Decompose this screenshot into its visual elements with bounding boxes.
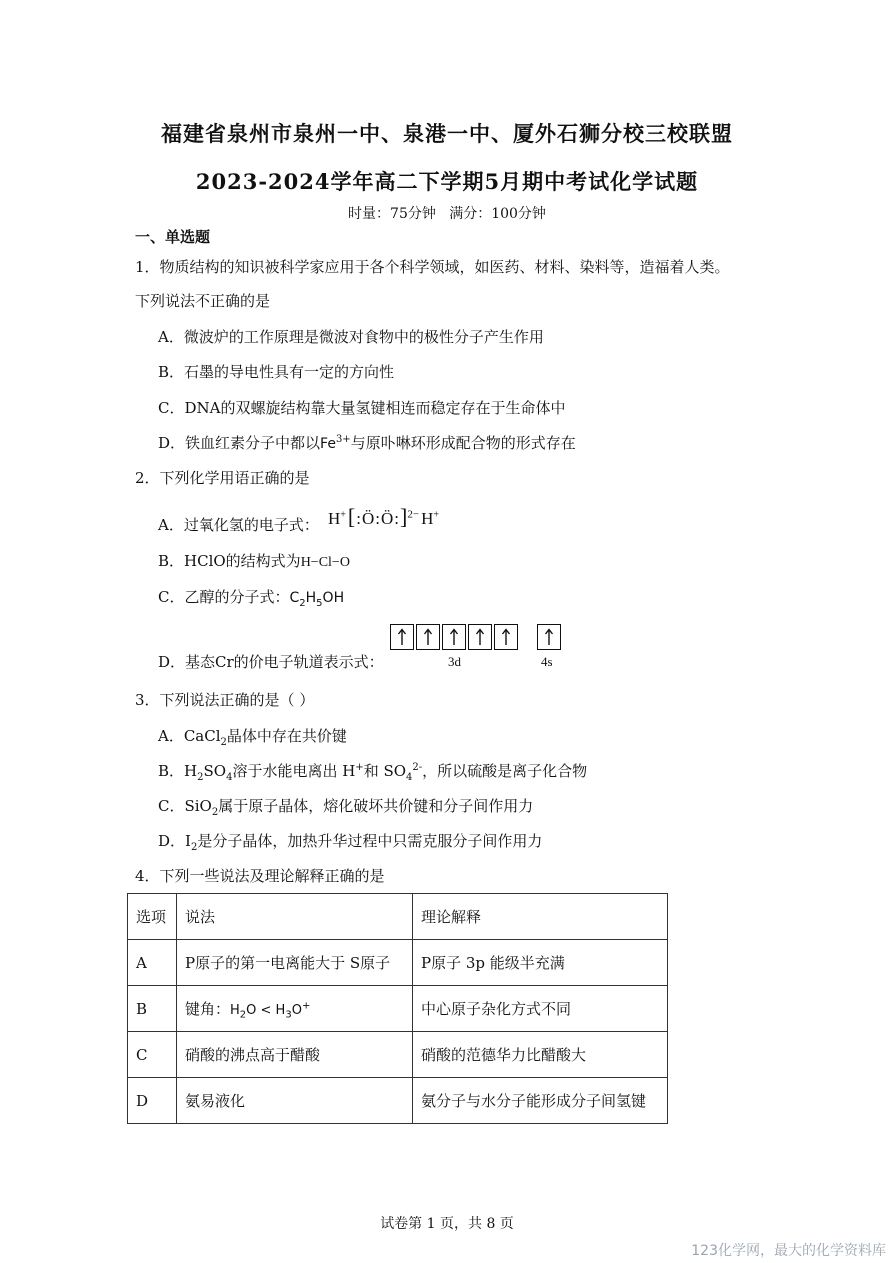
section-heading: 一、单选题 [135, 228, 211, 246]
row-option: D [128, 1078, 177, 1124]
row-reason: 氨分子与水分子能形成分子间氢键 [413, 1078, 668, 1124]
table-row [128, 940, 668, 986]
cr-orbital-diagram [390, 624, 570, 672]
iron-ion-charge: 3+ [335, 434, 351, 445]
q3-option-a: A．CaCl$_2$晶体中存在共价键 [158, 727, 347, 748]
q1-option-b: B．石墨的导电性具有一定的方向性 [158, 363, 395, 381]
q4-stem: 4．下列一些说法及理论解释正确的是 [135, 867, 385, 885]
row-reason: 硝酸的范德华力比醋酸大 [413, 1032, 668, 1078]
q2-option-d: D．基态Cr的价电子轨道表示式： [158, 653, 384, 671]
header-claim: 说法 [177, 894, 413, 940]
orbital-3d-4 [468, 624, 492, 650]
q3-option-c: C．SiO$_2$属于原子晶体，熔化破坏共价键和分子间作用力 [158, 797, 534, 818]
table-row [128, 986, 668, 1032]
orbital-3d-2 [416, 624, 440, 650]
table-header-row [128, 894, 668, 940]
q1-option-d-post: 与原卟啉环形成配合物的形式存在 [350, 434, 576, 452]
title-line-1: 福建省泉州市泉州一中、泉港一中、厦外石狮分校三校联盟 [161, 121, 733, 146]
ethanol-formula: $C_2H_5OH$ [289, 590, 345, 609]
row-option: A [128, 940, 177, 986]
q2-option-b: B．HClO的结构式为H−Cl−O [158, 552, 350, 570]
up-arrow-icon [423, 628, 433, 646]
orbital-3d-1 [390, 624, 414, 650]
iron-ion: Fe [320, 436, 336, 452]
label-3d: 3d [448, 654, 461, 669]
q3-stem: 3．下列说法正确的是（ ） [135, 691, 315, 709]
up-arrow-icon [544, 628, 554, 646]
watermark: 123化学网，最大的化学资料库 [691, 1243, 886, 1259]
q2-stem: 2．下列化学用语正确的是 [135, 469, 310, 487]
header-option: 选项 [128, 894, 177, 940]
title-line-2: 2023-2024学年高二下学期5月期中考试化学试题 [195, 169, 699, 194]
exam-info: 时量：75分钟 满分：100分钟 [348, 206, 546, 222]
row-option: C [128, 1032, 177, 1078]
peroxide-electron-formula: H+[:Ö:Ö:]$^{2-}$ H+ [328, 504, 439, 529]
row-reason: P原子 3p 能级半充满 [413, 940, 668, 986]
q1-stem-line2: 下列说法不正确的是 [135, 292, 271, 310]
q1-option-a: A．微波炉的工作原理是微波对食物中的极性分子产生作用 [158, 328, 544, 346]
orbital-4s [537, 624, 561, 650]
page-footer: 试卷第 1 页，共 8 页 [380, 1216, 514, 1232]
label-4s: 4s [541, 654, 553, 669]
up-arrow-icon [475, 628, 485, 646]
row-option: B [128, 986, 177, 1032]
q3-option-d: D．$I_2$是分子晶体，加热升华过程中只需克服分子间作用力 [158, 832, 543, 853]
q3-option-b: B．$H_2SO_4$溶于水能电离出 H+和 $SO_4^{2-}$，所以硫酸是离子化合物 [158, 762, 588, 783]
q1-option-c: C．DNA的双螺旋结构靠大量氢键相连而稳定存在于生命体中 [158, 399, 566, 417]
up-arrow-icon [397, 628, 407, 646]
row-reason: 中心原子杂化方式不同 [413, 986, 668, 1032]
table-row [128, 1032, 668, 1078]
q1-option-d [158, 432, 576, 453]
row-claim: P原子的第一电离能大于 S原子 [177, 940, 413, 986]
orbital-3d-5 [494, 624, 518, 650]
up-arrow-icon [501, 628, 511, 646]
q1-option-d-pre: D．铁血红素分子中都以 [158, 434, 321, 452]
q1-stem-line1: 1．物质结构的知识被科学家应用于各个科学领域，如医药、材料、染料等，造福着人类。 [135, 258, 730, 276]
q4-table [127, 893, 668, 1124]
q2-option-c: C．乙醇的分子式：$C_2H_5OH$ [158, 588, 345, 609]
table-row [128, 1078, 668, 1124]
hclo-structural-formula: H−Cl−O [300, 555, 350, 570]
row-claim: 氨易液化 [177, 1078, 413, 1124]
header-reason: 理论解释 [413, 894, 668, 940]
orbital-3d-3 [442, 624, 466, 650]
row-claim: 键角：$H_2O < H_3O^+$ [177, 986, 413, 1032]
row-claim: 硝酸的沸点高于醋酸 [177, 1032, 413, 1078]
up-arrow-icon [449, 628, 459, 646]
q2-option-a: A．过氧化氢的电子式： [158, 516, 319, 534]
